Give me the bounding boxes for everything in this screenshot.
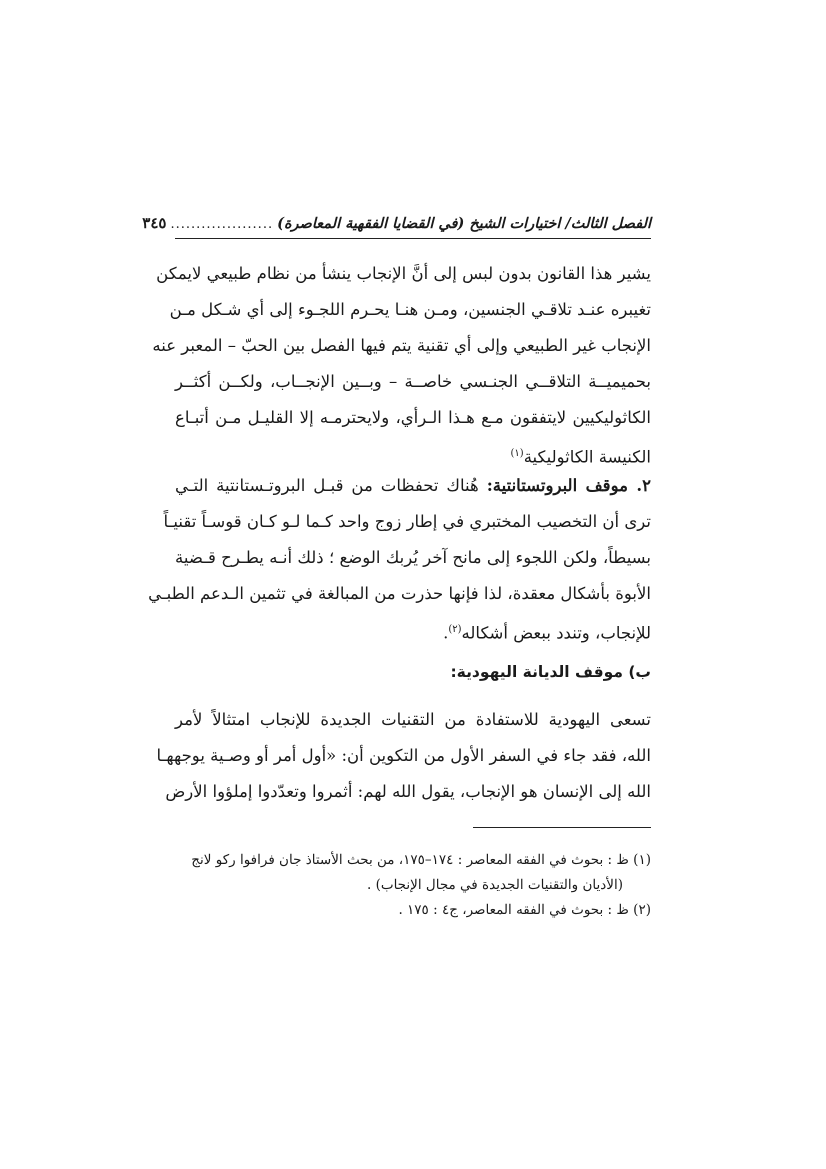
paragraph-lead: ٢. موقف البروتستانتية: [486, 476, 652, 495]
text-line [175, 612, 651, 648]
text-line: تغيبره عنـد تلاقـي الجنسين، ومـن هنـا يحـرم اللجـوء إلى أي شـكل مـن [169, 300, 651, 319]
text-line: الكاثوليكيين لايتفقون مـع هـذا الـرأي، ولايحترمـه إلا القليـل مـن أتبـاع [175, 408, 651, 427]
paragraph-catholic [152, 256, 651, 472]
text-line [175, 468, 651, 504]
text-line: الله إلى الإنسان هو الإنجاب، يقول الله لهم: أثمروا وتعدّدوا إملؤوا الأرض [165, 782, 651, 801]
section-subheading: ب) موقف الديانة اليهودية: [450, 663, 651, 681]
text-line: يشير هذا القانون بدون لبس إلى أنَّ الإنجاب ينشأ من نظام طبيعي لايمكن [156, 264, 651, 283]
running-header [142, 214, 651, 239]
paragraph-jewish [156, 702, 651, 810]
text-line: الأبوة بأشكال معقدة، لذا فإنها حذرت من المبالغة في تثمين الـدعم الطبـي [148, 584, 651, 603]
footnote-1: (١) ظ : بحوث في الفقه المعاصر : ١٧٤–١٧٥، من بحث الأستاذ جان فرافوا ركو لانج [191, 852, 651, 868]
footnote-ref-1: (١) [510, 448, 524, 459]
text-line: الإنجاب غير الطبيعي وإلى أي تقنية يتم فيها الفصل بين الحبّ – المعبر عنه [152, 336, 651, 355]
footnote-1-continuation: (الأديان والتقنيات الجديدة في مجال الإنجاب) . [367, 877, 623, 893]
text-line: ترى أن التخصيب المختبري في إطار زوج واحد كـما لـو كـان قوسـاً تقنيـاً [163, 512, 651, 531]
text-line: بسيطاً، ولكن اللجوء إلى مانح آخر يُربك الوضع ؛ ذلك أنـه يطـرح قـضية [175, 548, 651, 567]
text-fragment: للإنجاب، وتندد ببعض أشكاله [461, 623, 651, 643]
text-line [175, 436, 651, 472]
text-fragment: هُناك تحفظات من قبـل البروتـستانتية التـي [175, 476, 487, 495]
footnote-2: (٢) ظ : بحوث في الفقه المعاصر، ج٤ : ١٧٥ . [398, 902, 651, 918]
header-leader-dots: .................... [170, 217, 274, 232]
text-fragment: الكنيسة الكاثوليكية [523, 447, 651, 467]
text-line: الله، فقد جاء في السفر الأول من التكوين أن: «أول أمر أو وصـية يوجههـا [156, 746, 651, 765]
text-line: تسعى اليهودية للاستفادة من التقنيات الجديدة للإنجاب امتثالاً لأمر [175, 710, 651, 729]
page-number: ٣٤٥ [142, 214, 167, 232]
footnote-ref-2: (٢) [448, 624, 462, 635]
footnote-divider [473, 827, 651, 828]
text-fragment: . [443, 623, 449, 643]
text-line: بحميميــة التلاقــي الجنـسي خاصــة – وبــين الإنجــاب، ولكــن أكثــر [175, 372, 651, 391]
header-title: الفصل الثالث/ اختيارات الشيخ (في القضايا الفقهية المعاصرة) [277, 215, 651, 232]
paragraph-protestant [148, 468, 652, 648]
footnotes [175, 848, 651, 923]
